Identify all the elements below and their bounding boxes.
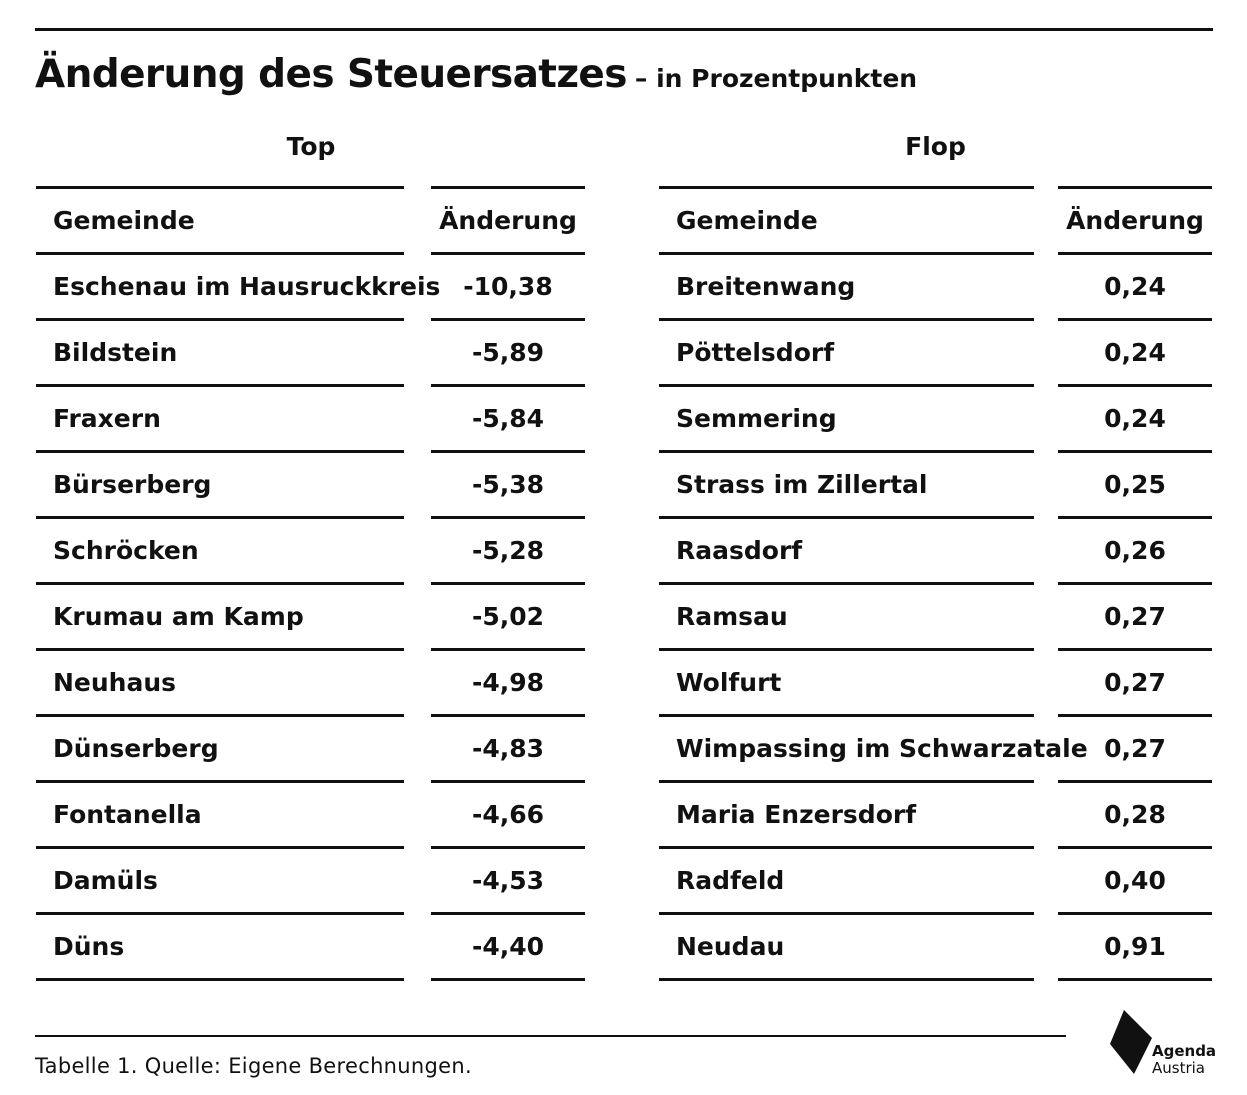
flop-row-value-8: 0,27 bbox=[1058, 717, 1212, 783]
flop-row-name-10: Radfeld bbox=[659, 849, 1034, 915]
flop-name-column bbox=[659, 186, 1088, 981]
agenda-austria-logo bbox=[1108, 1008, 1218, 1078]
top-row-name-7: Neuhaus bbox=[36, 651, 404, 717]
top-row-name-10: Damüls bbox=[36, 849, 404, 915]
top-row-name-1: Eschenau im Hausruckkreis bbox=[36, 255, 404, 321]
flop-row-name-2: Pöttelsdorf bbox=[659, 321, 1034, 387]
top-row-name-3: Fraxern bbox=[36, 387, 404, 453]
top-row-value-8: -4,83 bbox=[431, 717, 585, 783]
flop-row-name-9: Maria Enzersdorf bbox=[659, 783, 1034, 849]
top-header-change: Änderung bbox=[431, 189, 585, 255]
flop-row-value-9: 0,28 bbox=[1058, 783, 1212, 849]
flop-row-value-6: 0,27 bbox=[1058, 585, 1212, 651]
top-row-value-2: -5,89 bbox=[431, 321, 585, 387]
flop-value-column bbox=[1058, 186, 1212, 981]
flop-row-name-3: Semmering bbox=[659, 387, 1034, 453]
flop-row-name-1: Breitenwang bbox=[659, 255, 1034, 321]
flop-row-name-6: Ramsau bbox=[659, 585, 1034, 651]
flop-header-name: Gemeinde bbox=[659, 189, 1034, 255]
flop-row-value-4: 0,25 bbox=[1058, 453, 1212, 519]
top-row-value-3: -5,84 bbox=[431, 387, 585, 453]
flop-row-value-11: 0,91 bbox=[1058, 915, 1212, 981]
top-value-column bbox=[431, 186, 585, 981]
flop-row-name-11: Neudau bbox=[659, 915, 1034, 981]
flop-row-name-4: Strass im Zillertal bbox=[659, 453, 1034, 519]
top-row-value-9: -4,66 bbox=[431, 783, 585, 849]
top-header-name: Gemeinde bbox=[36, 189, 404, 255]
logo-line2: Austria bbox=[1152, 1059, 1205, 1077]
group-heading-top: Top bbox=[286, 132, 336, 161]
top-row-value-7: -4,98 bbox=[431, 651, 585, 717]
top-row-value-1: -10,38 bbox=[431, 255, 585, 321]
flop-row-value-3: 0,24 bbox=[1058, 387, 1212, 453]
top-row-value-11: -4,40 bbox=[431, 915, 585, 981]
title-main: Änderung des Steuersatzes bbox=[35, 52, 627, 97]
flop-row-name-7: Wolfurt bbox=[659, 651, 1034, 717]
top-name-column bbox=[36, 186, 441, 981]
top-rule bbox=[35, 28, 1213, 31]
top-row-value-6: -5,02 bbox=[431, 585, 585, 651]
top-row-value-10: -4,53 bbox=[431, 849, 585, 915]
top-row-name-11: Düns bbox=[36, 915, 404, 981]
bottom-rule bbox=[35, 1035, 1066, 1037]
title-subtitle: – in Prozentpunkten bbox=[634, 64, 918, 93]
top-row-name-9: Fontanella bbox=[36, 783, 404, 849]
group-heading-flop: Flop bbox=[905, 132, 966, 161]
top-row-value-4: -5,38 bbox=[431, 453, 585, 519]
flop-row-value-2: 0,24 bbox=[1058, 321, 1212, 387]
top-row-value-5: -5,28 bbox=[431, 519, 585, 585]
flop-row-value-7: 0,27 bbox=[1058, 651, 1212, 717]
top-row-name-5: Schröcken bbox=[36, 519, 404, 585]
top-row-name-2: Bildstein bbox=[36, 321, 404, 387]
top-row-name-6: Krumau am Kamp bbox=[36, 585, 404, 651]
flop-header-change: Änderung bbox=[1058, 189, 1212, 255]
top-row-name-8: Dünserberg bbox=[36, 717, 404, 783]
flop-row-name-5: Raasdorf bbox=[659, 519, 1034, 585]
flop-row-value-10: 0,40 bbox=[1058, 849, 1212, 915]
logo-line1: Agenda bbox=[1152, 1042, 1217, 1060]
flop-row-value-5: 0,26 bbox=[1058, 519, 1212, 585]
top-row-name-4: Bürserberg bbox=[36, 453, 404, 519]
flop-row-name-8: Wimpassing im Schwarzatale bbox=[659, 717, 1034, 783]
agenda-austria-logo-icon bbox=[1108, 1008, 1152, 1078]
table-title bbox=[35, 52, 917, 97]
source-note: Tabelle 1. Quelle: Eigene Berechnungen. bbox=[35, 1054, 472, 1078]
flop-row-value-1: 0,24 bbox=[1058, 255, 1212, 321]
